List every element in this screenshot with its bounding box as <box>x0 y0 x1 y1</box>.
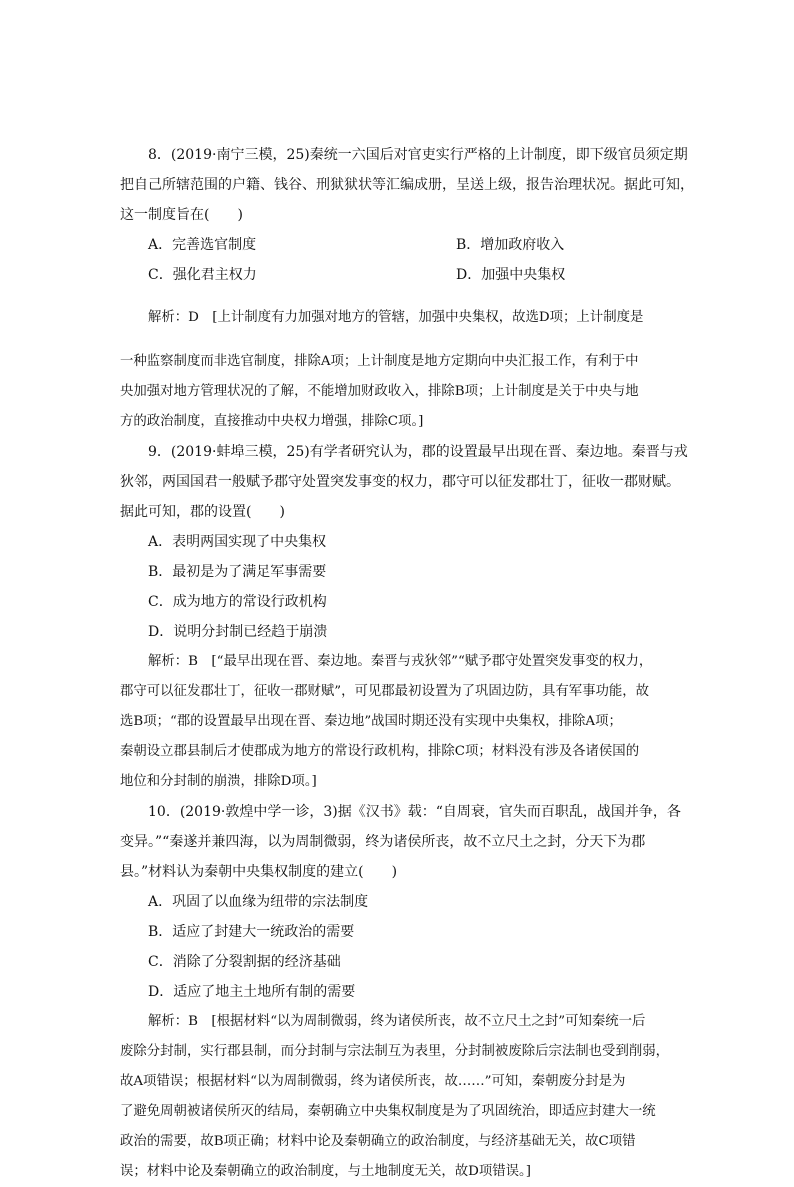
question-10-option-c: C．消除了分裂割据的经济基础 <box>148 953 341 970</box>
question-9-analysis-line-3: 选B项；“郡的设置最早出现在晋、秦边地”战国时期还没有实现中央集权，排除A项； <box>120 713 622 729</box>
question-10-option-b: B．适应了封建大一统政治的需要 <box>148 923 355 940</box>
question-8-options-row-2 <box>120 260 680 290</box>
question-8-option-c: C．强化君主权力 <box>148 267 257 283</box>
question-9-option-a: A．表明两国实现了中央集权 <box>148 533 327 550</box>
question-10-analysis-line-4: 了避免周朝被诸侯所灭的结局，秦朝确立中央集权制度是为了巩固统治，即适应封建大一统 <box>120 1103 656 1119</box>
question-8-options-row-1 <box>120 230 680 260</box>
question-9-analysis-line-5: 地位和分封制的崩溃，排除D项。] <box>120 773 317 789</box>
question-9-analysis-line-4: 秦朝设立郡县制后才使郡成为地方的常设行政机构，排除C项；材料没有涉及各诸侯国的 <box>120 743 640 759</box>
question-8-stem-line-2: 把自己所辖范围的户籍、钱谷、刑狱狱状等汇编成册，呈送上级，报告治理状况。据此可知， <box>120 177 694 193</box>
question-8-analysis-line-3: 央加强对地方管理状况的了解，不能增加财政收入，排除B项；上计制度是关于中央与地 <box>120 383 639 399</box>
question-8-analysis-line-4: 方的政治制度，直接推动中央权力增强，排除C项。] <box>120 413 424 429</box>
question-9-option-b: B．最初是为了满足军事需要 <box>148 563 327 580</box>
question-10-analysis-line-5: 政治的需要，故B项正确；材料中论及秦朝确立的政治制度，与经济基础无关，故C项错 <box>120 1133 636 1149</box>
question-10-analysis-line-1: 解析：B [根据材料“以为周制微弱，终为诸侯所丧，故不立尺土之封”可知秦统一后 <box>148 1013 646 1029</box>
question-8-analysis-line-2: 一种监察制度而非选官制度，排除A项；上计制度是地方定期向中央汇报工作，有利于中 <box>120 353 639 369</box>
question-10-analysis-line-3: 故A项错误；根据材料“以为周制微弱，终为诸侯所丧，故……”可知，秦朝废分封是为 <box>120 1073 626 1089</box>
question-8-option-d: D．加强中央集权 <box>456 267 566 283</box>
question-9-option-c: C．成为地方的常设行政机构 <box>148 593 327 610</box>
question-9-stem-line-1: 9．(2019·蚌埠三模，25)有学者研究认为，郡的设置最早出现在晋、秦边地。秦晋与戎 <box>148 443 688 460</box>
question-10-stem-line-3: 县。”材料认为秦朝中央集权制度的建立( ) <box>120 863 398 880</box>
question-9-option-d: D．说明分封制已经趋于崩溃 <box>148 623 328 640</box>
question-10-option-a: A．巩固了以血缘为纽带的宗法制度 <box>148 893 369 910</box>
question-10-stem-line-1: 10．(2019·敦煌中学一诊，3)据《汉书》载：“自周衰，官失而百职乱，战国并争，各 <box>148 803 681 820</box>
question-8 <box>120 140 694 437</box>
question-10 <box>120 797 680 1187</box>
question-9-stem-line-3: 据此可知，郡的设置( ) <box>120 503 285 520</box>
question-10-analysis-line-2: 废除分封制，实行郡县制，而分封制与宗法制互为表里，分封制被废除后宗法制也受到削弱， <box>120 1043 670 1059</box>
document-page <box>120 140 694 1187</box>
question-8-option-b: B．增加政府收入 <box>456 237 565 253</box>
question-8-option-a: A．完善选官制度 <box>148 237 257 253</box>
question-9-analysis-line-2: 郡守可以征发郡壮丁，征收一郡财赋”，可见郡最初设置为了巩固边防，具有军事功能，故 <box>120 683 650 699</box>
question-8-stem-line-3: 这一制度旨在( ) <box>120 207 243 223</box>
question-9-analysis-line-1: 解析：B [“最早出现在晋、秦边地。秦晋与戎狄邻”“赋予郡守处置突发事变的权力， <box>148 653 653 669</box>
question-10-analysis-line-6: 误；材料中论及秦朝确立的政治制度，与土地制度无关，故D项错误。] <box>120 1163 531 1179</box>
question-10-stem-line-2: 变异。”“秦遂并兼四海，以为周制微弱，终为诸侯所丧，故不立尺土之封，分天下为郡 <box>120 833 646 850</box>
question-10-option-d: D．适应了地主土地所有制的需要 <box>148 983 356 1000</box>
question-9 <box>120 437 688 797</box>
question-8-analysis-line-1: 解析：D [上计制度有力加强对地方的管辖，加强中央集权，故选D项；上计制度是 <box>148 310 644 326</box>
question-8-stem-line-1: 8．(2019·南宁三模，25)秦统一六国后对官吏实行严格的上计制度，即下级官员须定期 <box>148 147 688 163</box>
question-9-stem-line-2: 狄邻，两国国君一般赋予郡守处置突发事变的权力，郡守可以征发郡壮丁，征收一郡财赋。 <box>120 473 680 490</box>
